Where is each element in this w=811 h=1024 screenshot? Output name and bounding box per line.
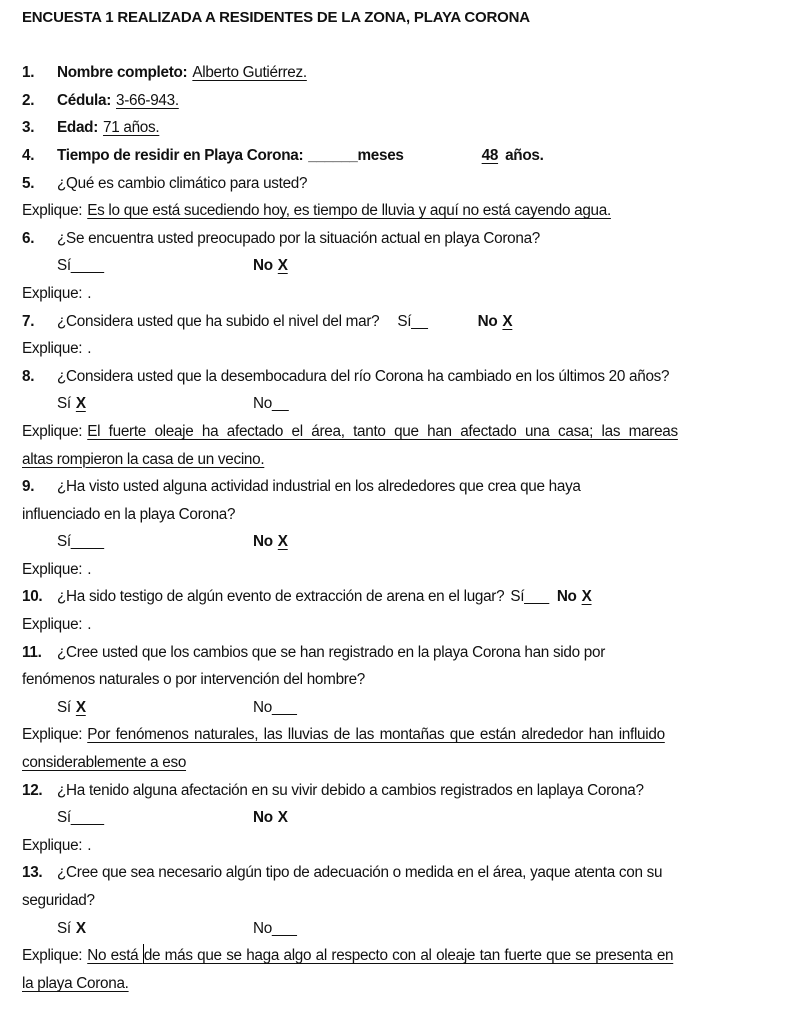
q3-row xyxy=(22,114,795,142)
q13-question-line1 xyxy=(22,859,795,887)
explique-label: Explique: xyxy=(22,947,83,965)
q9-options xyxy=(22,528,795,556)
question-text: seguridad? xyxy=(22,892,95,909)
explique-label: Explique: xyxy=(22,616,83,634)
item-number: 5. xyxy=(22,174,35,192)
no-label: No xyxy=(253,809,273,827)
q1-row xyxy=(22,59,795,87)
answer-mark: X xyxy=(277,809,288,827)
q10-question xyxy=(22,583,795,611)
si-label: Sí xyxy=(57,533,71,551)
item-number: 1. xyxy=(22,64,35,82)
line-end-period: . xyxy=(87,836,92,854)
months-blank: ______ xyxy=(308,146,358,164)
no-label: No xyxy=(556,588,577,606)
q10-explique-row xyxy=(22,611,795,639)
field-label: Cédula: xyxy=(57,91,111,109)
q11-question-line1 xyxy=(22,639,795,667)
q6-question xyxy=(22,225,795,253)
no-blank: ___ xyxy=(271,698,297,716)
answer-text xyxy=(87,947,673,964)
q9-explique-row xyxy=(22,556,795,584)
line-end-period: . xyxy=(87,616,92,634)
line-end-period: . xyxy=(87,340,92,358)
si-blank: ___ xyxy=(524,588,549,606)
si-blank: ____ xyxy=(70,809,104,827)
explique-label: Explique: xyxy=(22,422,83,440)
q11-explique-row xyxy=(22,721,795,749)
explique-label: Explique: xyxy=(22,202,83,220)
no-blank: ___ xyxy=(271,919,297,937)
q13-question-line2 xyxy=(22,887,795,915)
question-text: ¿Considera usted que la desembocadura del río Corona ha cambiado en los últimos 20 años? xyxy=(57,367,670,385)
q13-explique-row xyxy=(22,942,795,970)
q8-options xyxy=(22,390,795,418)
q12-explique-row xyxy=(22,832,795,860)
item-number: 3. xyxy=(22,119,35,137)
si-label: Sí xyxy=(57,257,71,275)
si-option xyxy=(57,252,253,280)
field-value: 71 años. xyxy=(103,119,160,137)
q8-question xyxy=(22,363,795,391)
no-label: No xyxy=(253,698,272,716)
si-blank: ____ xyxy=(70,257,104,275)
answer-text-part2: de más que se haga algo al respecto con al oleaje tan fuerte que se presenta en xyxy=(143,947,674,965)
question-text: ¿Ha sido testigo de algún evento de extracción de arena en el lugar? xyxy=(57,588,505,606)
q5-explique-row xyxy=(22,197,795,225)
q4-row xyxy=(22,142,795,170)
si-label: Sí xyxy=(57,395,71,413)
q6-options xyxy=(22,252,795,280)
q9-question-line1 xyxy=(22,473,795,501)
item-number: 8. xyxy=(22,367,35,385)
si-option xyxy=(57,694,253,722)
explique-label: Explique: xyxy=(22,726,83,744)
item-number: 10. xyxy=(22,588,43,606)
question-text: ¿Cree que sea necesario algún tipo de adecuación o medida en el área, yaque atenta con su xyxy=(57,864,663,882)
answer-mark: X xyxy=(502,312,513,330)
si-label: Sí xyxy=(57,698,71,716)
answer-mark: X xyxy=(75,698,86,716)
answer-mark: X xyxy=(75,919,86,937)
item-number: 13. xyxy=(22,864,43,882)
answer-text: altas rompieron la casa de un vecino. xyxy=(22,450,265,468)
years-value: 48 xyxy=(481,146,499,164)
explique-label: Explique: xyxy=(22,340,83,358)
q2-row xyxy=(22,87,795,115)
field-label: Nombre completo: xyxy=(57,64,188,82)
si-label: Sí xyxy=(510,588,525,606)
no-label: No xyxy=(477,312,498,330)
answer-text: Por fenómenos naturales, las lluvias de las montañas que están alrededor han influido xyxy=(87,726,665,744)
q13-options xyxy=(22,915,795,943)
field-label: Tiempo de residir en Playa Corona: xyxy=(57,146,304,164)
si-option xyxy=(57,390,253,418)
question-text: fenómenos naturales o por intervención del hombre? xyxy=(22,671,365,689)
answer-mark: X xyxy=(581,588,592,606)
months-label: meses xyxy=(357,146,404,164)
line-end-period: . xyxy=(87,560,92,578)
no-label: No xyxy=(253,919,272,937)
item-number: 9. xyxy=(22,478,35,496)
question-text: ¿Ha visto usted alguna actividad industrial en los alrededores que crea que haya xyxy=(57,478,581,496)
q13-answer-line2 xyxy=(22,970,795,998)
document-title: ENCUESTA 1 REALIZADA A RESIDENTES DE LA ZONA, PLAYA CORONA xyxy=(22,9,530,26)
q12-question xyxy=(22,777,795,805)
answer-mark: X xyxy=(277,257,288,275)
item-number: 11. xyxy=(22,643,42,661)
years-label: años. xyxy=(505,146,544,164)
q9-question-line2 xyxy=(22,501,795,529)
question-text: ¿Qué es cambio climático para usted? xyxy=(57,174,308,192)
item-number: 6. xyxy=(22,229,35,247)
field-value: Alberto Gutiérrez. xyxy=(192,64,307,82)
si-option xyxy=(57,804,253,832)
no-label: No xyxy=(253,533,273,551)
item-number: 12. xyxy=(22,781,43,799)
q6-explique-row xyxy=(22,280,795,308)
si-blank: __ xyxy=(411,312,428,330)
field-value: 3-66-943. xyxy=(116,91,179,109)
answer-text: Es lo que está sucediendo hoy, es tiempo de lluvia y aquí no está cayendo agua. xyxy=(87,202,611,220)
si-option xyxy=(57,915,253,943)
q7-question xyxy=(22,308,795,336)
line-end-period: . xyxy=(87,284,92,302)
question-text: ¿Ha tenido alguna afectación en su vivir debido a cambios registrados en laplaya Corona? xyxy=(57,781,644,799)
question-text: influenciado en la playa Corona? xyxy=(22,505,236,523)
explique-label: Explique: xyxy=(22,560,83,578)
si-blank: ____ xyxy=(70,533,104,551)
question-text: ¿Cree usted que los cambios que se han registrado en la playa Corona han sido por xyxy=(57,643,605,661)
question-text: ¿Se encuentra usted preocupado por la situación actual en playa Corona? xyxy=(57,229,540,247)
si-option xyxy=(57,528,253,556)
q11-options xyxy=(22,694,795,722)
item-number: 4. xyxy=(22,146,35,164)
explique-label: Explique: xyxy=(22,284,83,302)
si-label: Sí xyxy=(57,919,71,937)
answer-text: la playa Corona. xyxy=(22,974,129,992)
q11-answer-line2 xyxy=(22,749,795,777)
answer-mark: X xyxy=(75,395,86,413)
answer-text-part1: No está xyxy=(87,947,143,965)
item-number: 2. xyxy=(22,91,35,109)
answer-text: El fuerte oleaje ha afectado el área, tanto que han afectado una casa; las mareas xyxy=(87,422,678,440)
question-text: ¿Considera usted que ha subido el nivel del mar? xyxy=(57,312,380,330)
q11-question-line2 xyxy=(22,666,795,694)
answer-text: considerablemente a eso xyxy=(22,754,187,772)
q7-explique-row xyxy=(22,335,795,363)
q8-explique-row xyxy=(22,418,795,446)
explique-label: Explique: xyxy=(22,836,83,854)
item-number: 7. xyxy=(22,312,35,330)
spacer-line xyxy=(22,32,795,60)
q12-options xyxy=(22,804,795,832)
no-label: No xyxy=(253,395,272,413)
no-blank: __ xyxy=(271,395,289,413)
q8-answer-line2 xyxy=(22,446,795,474)
si-label: Sí xyxy=(57,809,71,827)
field-label: Edad: xyxy=(57,119,98,137)
no-label: No xyxy=(253,257,273,275)
answer-mark: X xyxy=(277,533,288,551)
q5-question xyxy=(22,170,795,198)
si-label: Sí xyxy=(397,312,412,330)
